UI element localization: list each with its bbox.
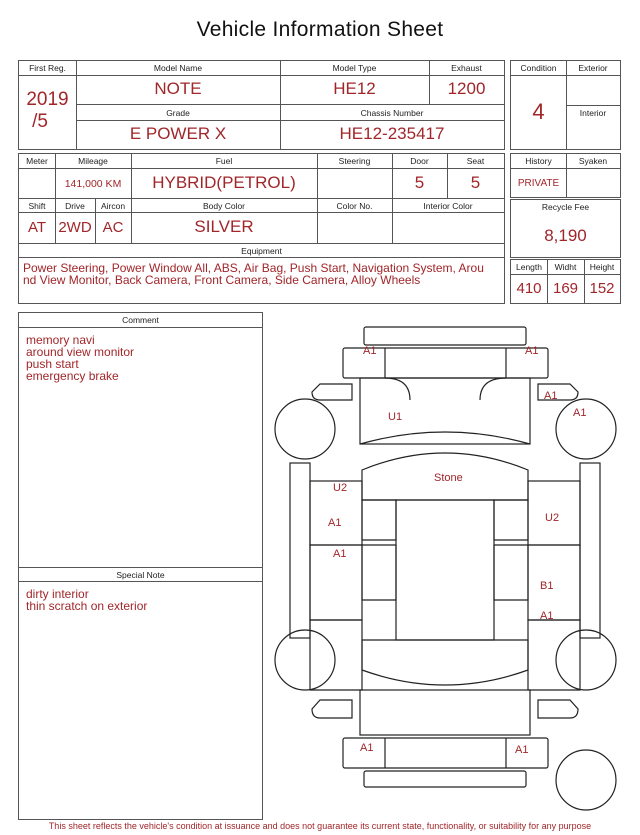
- drive-value: 2WD: [58, 219, 92, 236]
- exterior-label: Exterior: [578, 63, 608, 73]
- fuel-label: Fuel: [215, 156, 233, 166]
- mark-rear-bumper-left: A1: [360, 742, 374, 754]
- chassis-number-label: Chassis Number: [360, 108, 424, 118]
- comment-label: Comment: [122, 315, 159, 325]
- grade-value: E POWER X: [129, 124, 227, 143]
- comment-line-4: emergency brake: [26, 369, 119, 383]
- equipment-line-2: nd View Monitor, Back Camera, Front Camera, Side Camera, Alloy Wheels: [23, 273, 421, 287]
- first-reg-month: /5: [32, 111, 48, 132]
- first-reg-year: 2019: [26, 89, 69, 110]
- mark-front-fender-right-a: A1: [544, 390, 558, 402]
- height-label: Height: [589, 262, 615, 272]
- body-color-value: SILVER: [194, 217, 254, 236]
- shift-label: Shift: [28, 201, 46, 211]
- chassis-number-value: HE12-235417: [339, 124, 445, 143]
- comment-line-2: around view monitor: [26, 345, 135, 359]
- exhaust-label: Exhaust: [451, 63, 482, 73]
- length-value: 410: [516, 280, 542, 297]
- seat-value: 5: [470, 173, 481, 192]
- height-value: 152: [589, 280, 615, 297]
- color-no-label: Color No.: [336, 201, 373, 211]
- history-value: PRIVATE: [517, 178, 560, 189]
- exhaust-value: 1200: [447, 79, 486, 98]
- equipment-label: Equipment: [241, 246, 282, 256]
- aircon-label: Aircon: [100, 201, 126, 211]
- sheet-title: Vehicle Information Sheet: [196, 18, 444, 41]
- mark-left-front-door: A1: [328, 517, 342, 529]
- comment-line-3: push start: [26, 357, 79, 371]
- steering-label: Steering: [338, 156, 371, 166]
- special-note-line-1: dirty interior: [26, 587, 89, 601]
- comment-line-1: memory navi: [26, 333, 95, 347]
- model-type-label: Model Type: [332, 63, 377, 73]
- syaken-label: Syaken: [578, 156, 608, 166]
- door-label: Door: [410, 156, 429, 166]
- mark-bonnet: U1: [388, 411, 403, 423]
- seat-label: Seat: [466, 156, 485, 166]
- mark-front-bumper-right: A1: [525, 345, 539, 357]
- special-note-label: Special Note: [116, 570, 165, 580]
- mark-left-front-door-top: U2: [333, 482, 348, 494]
- model-type-value: HE12: [333, 79, 376, 98]
- model-name-label: Model Name: [153, 63, 203, 73]
- shift-value: AT: [27, 219, 47, 236]
- disclaimer-footer: This sheet reflects the vehicle's condition at issuance and does not guarantee its current state, functionality, or suitability for any purpose: [48, 821, 592, 831]
- drive-label: Drive: [65, 201, 85, 211]
- grade-label: Grade: [166, 108, 190, 118]
- mark-front-fender-right-b: A1: [573, 407, 587, 419]
- mark-right-front-door: U2: [545, 512, 560, 524]
- mark-front-bumper-left: A1: [363, 345, 377, 357]
- equipment-line-1: Power Steering, Power Window All, ABS, Air Bag, Push Start, Navigation System, Arou: [23, 261, 484, 275]
- condition-label: Condition: [520, 63, 557, 73]
- mark-right-rear-door: B1: [540, 580, 554, 592]
- mileage-value: 141,000 KM: [64, 178, 122, 190]
- recycle-fee-label: Recycle Fee: [541, 202, 590, 212]
- history-label: History: [525, 156, 552, 166]
- door-value: 5: [414, 173, 425, 192]
- interior-label: Interior: [579, 108, 607, 118]
- mark-rear-bumper-right: A1: [515, 744, 529, 756]
- recycle-fee-value: 8,190: [544, 226, 587, 245]
- meter-label: Meter: [26, 156, 48, 166]
- condition-value: 4: [532, 99, 545, 124]
- first-reg-label: First Reg.: [29, 63, 66, 73]
- aircon-value: AC: [102, 219, 124, 236]
- width-label: Widht: [554, 262, 577, 272]
- mileage-label: Mileage: [78, 156, 108, 166]
- width-value: 169: [552, 280, 579, 297]
- special-note-line-2: thin scratch on exterior: [26, 599, 148, 613]
- mark-right-rear-quarter: A1: [540, 610, 554, 622]
- mark-windshield: Stone: [434, 472, 463, 484]
- body-color-label: Body Color: [202, 201, 246, 211]
- length-label: Length: [516, 262, 542, 272]
- interior-color-label: Interior Color: [423, 201, 473, 211]
- mark-left-rear-door: A1: [333, 548, 347, 560]
- fuel-value: HYBRID(PETROL): [152, 173, 296, 192]
- model-name-value: NOTE: [154, 79, 202, 98]
